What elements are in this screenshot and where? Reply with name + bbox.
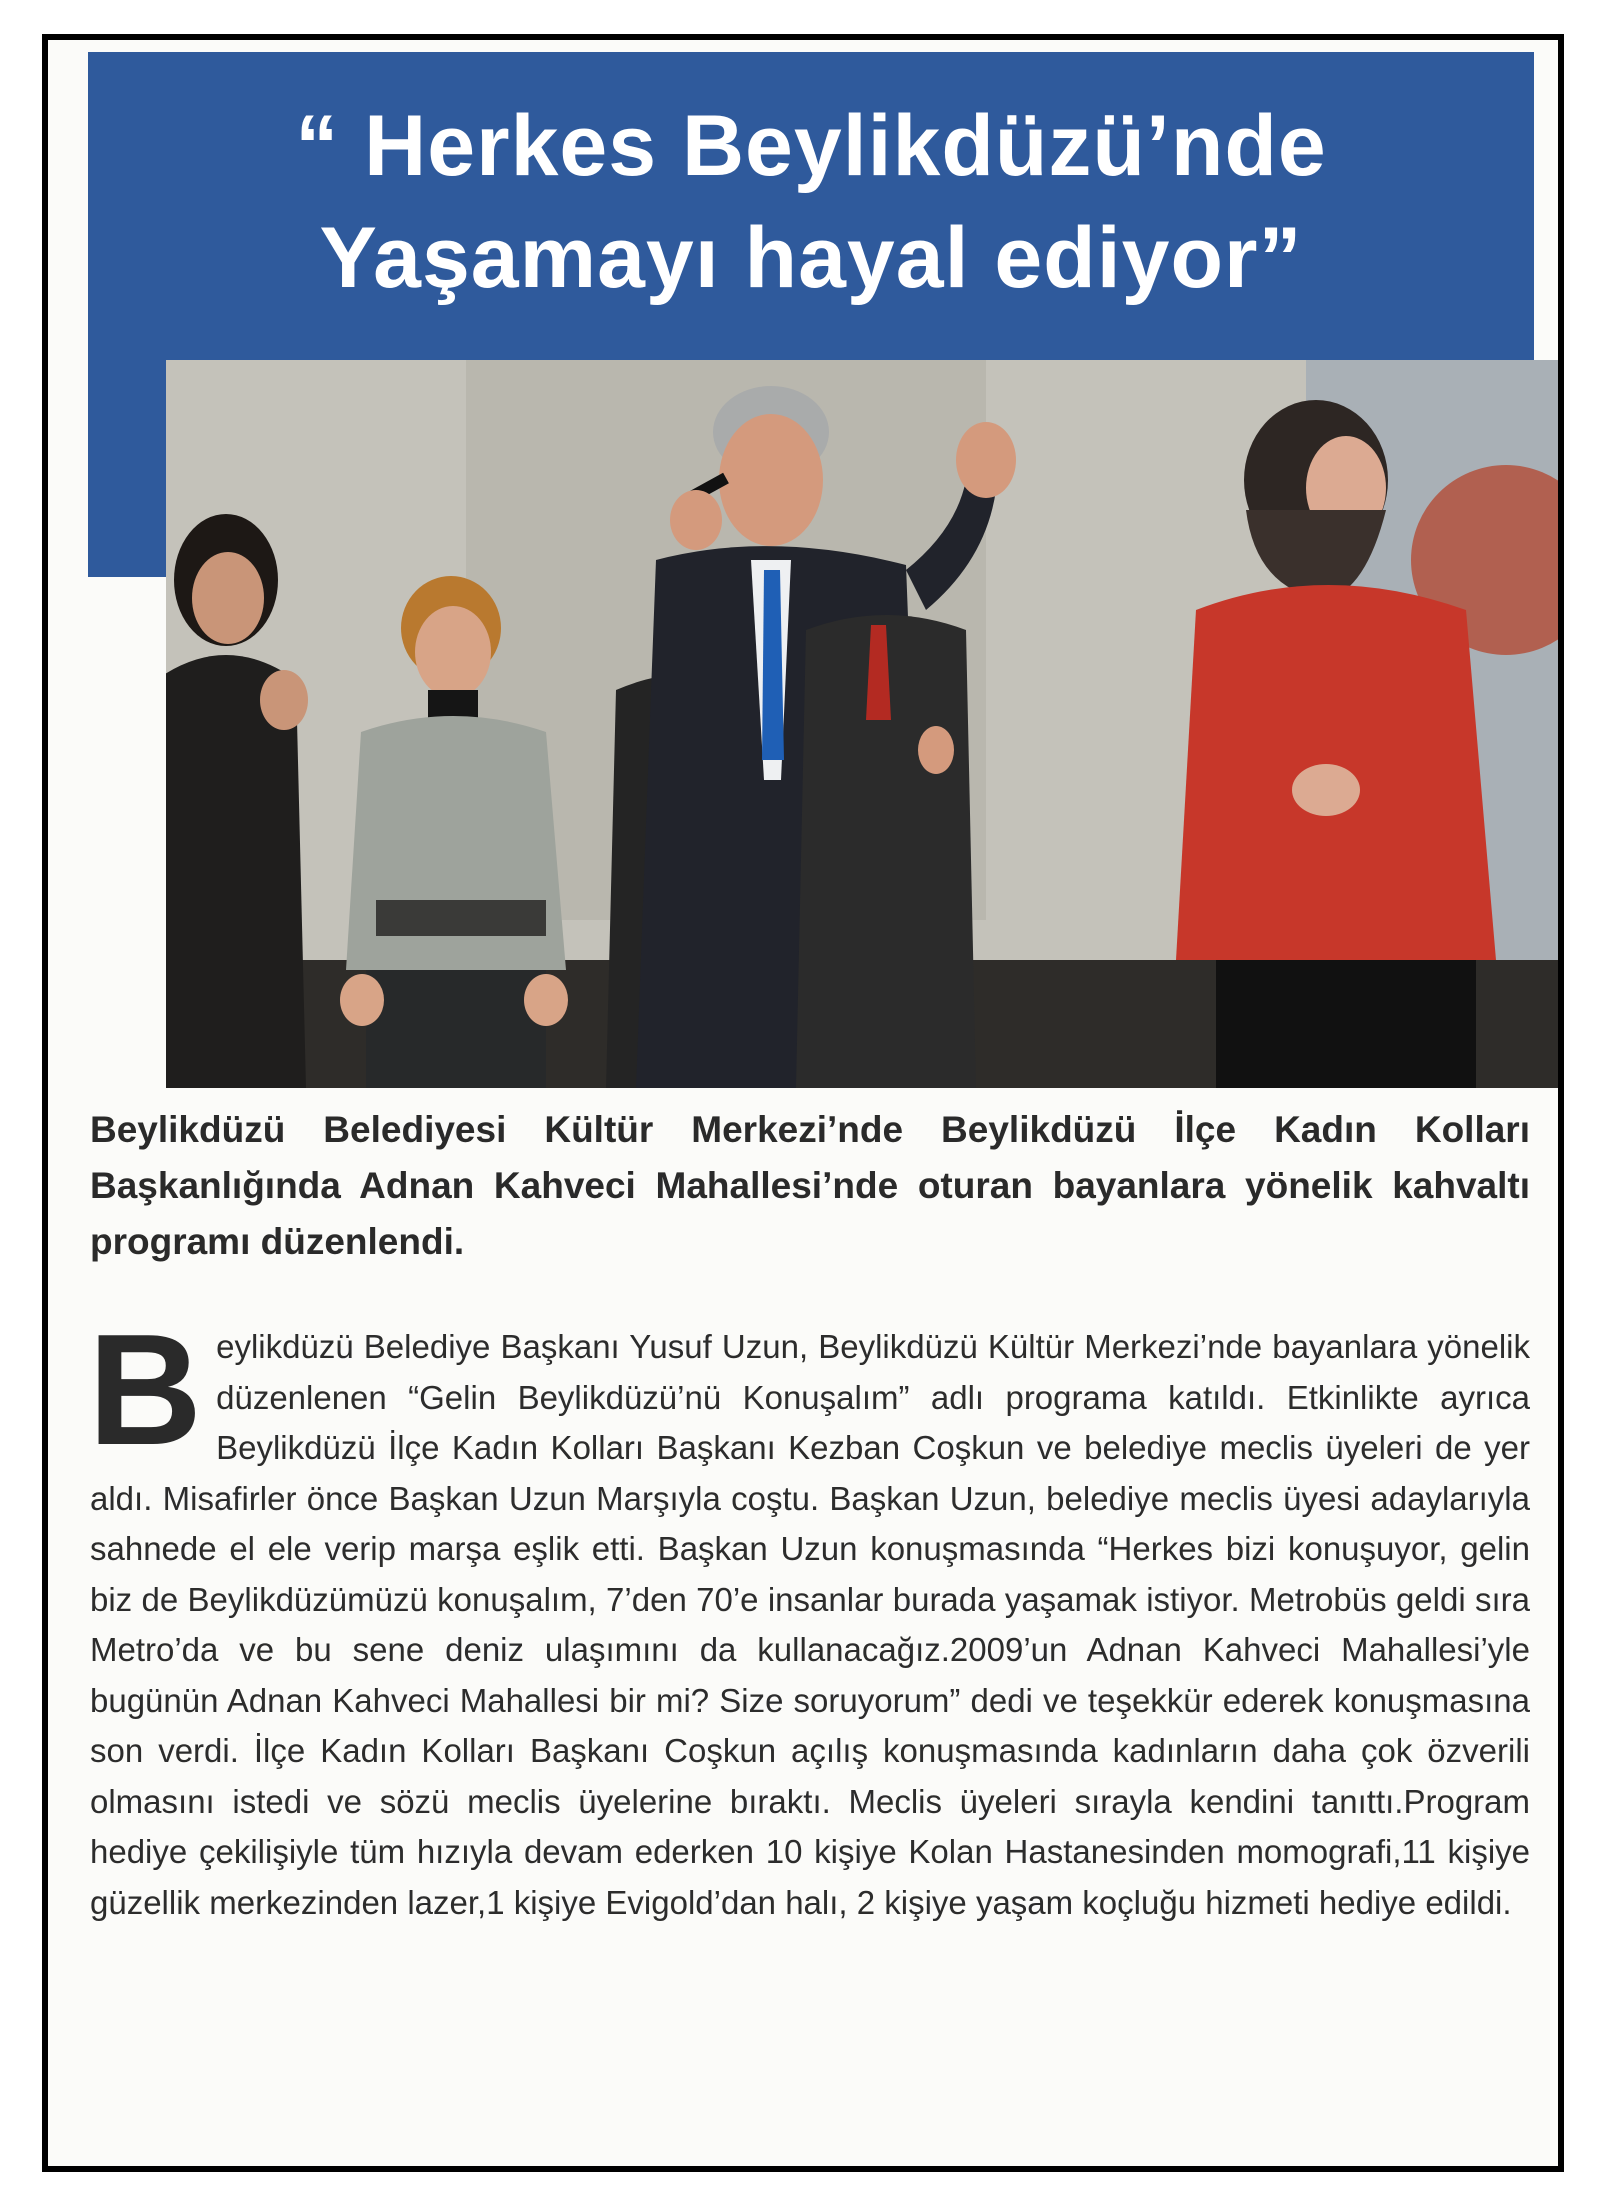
headline-line-1: “ Herkes Beylikdüzü’nde bbox=[295, 98, 1327, 194]
article-body-text: eylikdüzü Belediye Başkanı Yusuf Uzun, Beylikdüzü Kültür Merkezi’nde bayanlara yönelik düzenlenen “Gelin Beylikdüzü’nü Konuşalım” adlı programa katıldı. Etkinlikte ayrıca Beylikdüzü İlçe Kadın Kolları Başkanı Kezban Coşkun ve belediye meclis üyeleri de yer aldı. Misafirler önce Başkan Uzun Marşıyla coştu. Başkan Uzun, belediye meclis üyesi adaylarıyla sahnede el ele verip marşa eşlik etti. Başkan Uzun konuşmasında “Herkes bizi konuşuyor, gelin biz de Beylikdüzümüzü konuşalım, 7’den 70’e insanlar burada yaşamak istiyor. Metrobüs geldi sıra Metro’da ve bu sene deniz ulaşımını da kullanacağız.2009’un Adnan Kahveci Mahallesi’yle bugünün Adnan Kahveci Mahallesi bir mi? Size soruyorum” dedi ve teşekkür ederek konuşmasına son verdi. İlçe Kadın Kolları Başkanı Coşkun açılış konuşmasında kadınların daha çok özverili olmasını istedi ve sözü meclis üyelerine bıraktı. Meclis üyeleri sırayla kendini tanıttı.Program hediye çekilişiyle tüm hızıyla devam ederken 10 kişiye Kolan Hastanesinden momografi,11 kişiye güzellik merkezinden lazer,1 kişiye Evigold’dan halı, 2 kişiye yaşam koçluğu hizmeti hediye edildi. bbox=[90, 1328, 1530, 1921]
person-man-red-tie bbox=[796, 615, 976, 1088]
newspaper-clipping bbox=[42, 34, 1564, 2172]
article-body bbox=[88, 1302, 1530, 1928]
photo-illustration bbox=[166, 360, 1564, 1088]
headline bbox=[88, 90, 1534, 314]
article-dropcap: B bbox=[88, 1302, 203, 1478]
headline-line-2: Yaşamayı hayal ediyor” bbox=[319, 210, 1303, 306]
event-stage-photo bbox=[166, 360, 1564, 1088]
article-lead: Beylikdüzü Belediyesi Kültür Merkezi’nde Beylikdüzü İlçe Kadın Kolları Başkanlığında Adnan Kahveci Mahallesi’nde oturan bayanlara yönelik kahvaltı programı düzenlendi. bbox=[90, 1109, 1530, 1262]
